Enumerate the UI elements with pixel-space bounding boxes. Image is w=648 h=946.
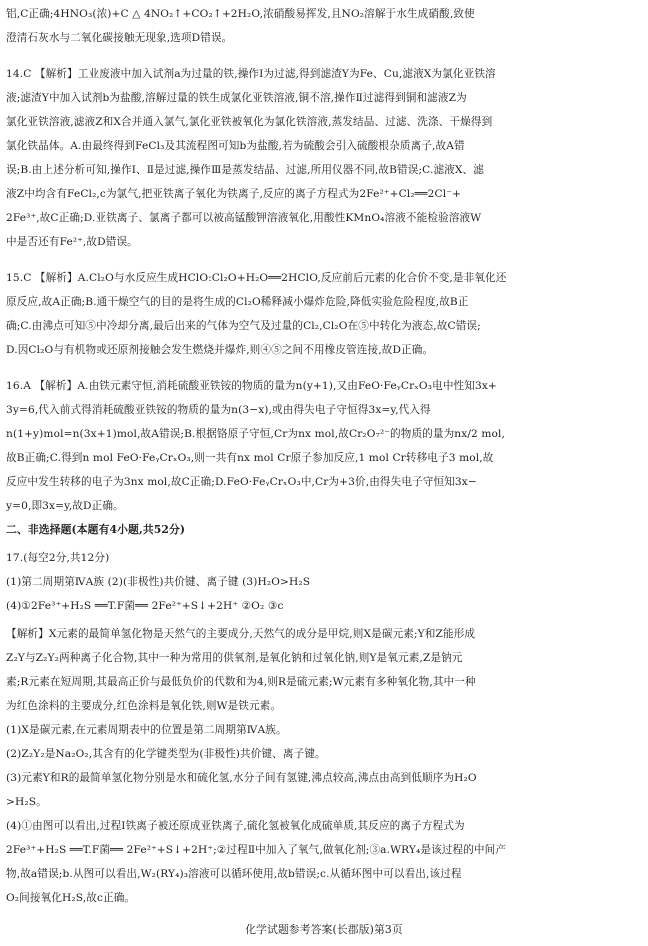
text-line: (4)①由图可以看出,过程Ⅰ铁离子被还原成亚铁离子,硫化氢被氧化成硫单质,其反应的离子方程式为 — [6, 820, 465, 832]
text-line: 反应中发生转移的电子为3nx mol,故C正确;D.FeO·FeᵧCrₓO₃中,Cr为+3价,由得失电子守恒知3x− — [6, 476, 477, 488]
text-line: 氯化铁晶体。A.由最终得到FeCl₃及其流程图可知b为盐酸,若为硫酸会引入硫酸根杂质离子,故A错 — [6, 140, 465, 152]
text-line: (2)Z₂Y₂是Na₂O₂,其含有的化学键类型为(非极性)共价键、离子键。 — [6, 748, 326, 760]
text-line: 【解析】X元素的最简单氢化物是天然气的主要成分,天然气的成分是甲烷,则X是碳元素;Y和Z能形成 — [6, 628, 476, 640]
text-line: 3y=6,代入前式得消耗硫酸亚铁铵的物质的量为n(3−x),或由得失电子守恒得3x=y,代入得 — [6, 404, 431, 416]
text-line: 15.C 【解析】A.Cl₂O与水反应生成HClO:Cl₂O+H₂O══2HClO,反应前后元素的化合价不变,是非氧化还 — [6, 272, 507, 284]
text-line: 故B正确;C.得到n mol FeO·FeᵧCrₓO₃,则一共有nx mol Cr原子参加反应,1 mol Cr转移电子3 mol,故 — [6, 452, 494, 464]
text-line: 物,故a错误;b.从图可以看出,W₂(RY₄)₃溶液可以循环使用,故b错误;c.从循环图中可以看出,该过程 — [6, 868, 462, 880]
text-line: 16.A 【解析】A.由铁元素守恒,消耗硫酸亚铁铵的物质的量为n(y+1),又由FeO·FeᵧCrₓO₃电中性知3x+ — [6, 380, 497, 392]
text-line: (1)第二周期第ⅣA族 (2)(非极性)共价键、离子键 (3)H₂O>H₂S — [6, 576, 311, 588]
text-line: 2Fe³⁺+H₂S ══T.F菌══ 2Fe²⁺+S↓+2H⁺;②过程Ⅱ中加入了氧气,做氧化剂;③a.WRY₄是该过程的中间产 — [6, 844, 507, 856]
text-line: 液;滤渣Y中加入试剂b为盐酸,溶解过量的铁生成氯化亚铁溶液,铜不溶,操作Ⅱ过滤得到铜和滤液Z为 — [6, 92, 467, 104]
text-line: (4)①2Fe³⁺+H₂S ══T.F菌══ 2Fe²⁺+S↓+2H⁺ ②O₂ ③c — [6, 600, 284, 612]
text-line: Z₂Y与Z₂Y₂两种离子化合物,其中一种为常用的供氧剂,是氧化钠和过氧化钠,则Y是氧元素,Z是钠元 — [6, 652, 463, 664]
text-line: 铝,C正确;4HNO₃(浓)+C △ 4NO₂↑+CO₂↑+2H₂O,浓硝酸易挥发,且NO₂溶解于水生成硝酸,致使 — [6, 8, 475, 20]
page-footer: 化学试题参考答案(长郡版)第3页 — [245, 923, 403, 936]
text-line: >H₂S。 — [6, 796, 47, 808]
text-line: 中是否还有Fe²⁺,故D错误。 — [6, 236, 138, 248]
text-line: n(1+y)mol=n(3x+1)mol,故A错误;B.根据铬原子守恒,Cr为nx mol,故Cr₂O₇²⁻的物质的量为nx/2 mol, — [6, 428, 506, 440]
text-line: (3)元素Y和R的最简单氢化物分别是水和硫化氢,水分子间有氢键,沸点较高,沸点由高到低顺序为H₂O — [6, 772, 477, 784]
section-heading: 二、非选择题(本题有4小题,共52分) — [6, 523, 186, 536]
text-line: 氯化亚铁溶液,滤液Z和X合并通入氯气,氯化亚铁被氧化为氯化铁溶液,蒸发结晶、过滤、洗涤、干燥得到 — [6, 116, 493, 128]
text-line: y=0,即3x=y,故D正确。 — [6, 500, 124, 512]
text-line: 17.(每空2分,共12分) — [6, 552, 110, 564]
text-line: 误;B.由上述分析可知,操作Ⅰ、Ⅱ是过滤,操作Ⅲ是蒸发结晶、过滤,所用仪器不同,故B错误;C.滤液X、滤 — [6, 164, 484, 176]
text-line: 原反应,故A正确;B.通干燥空气的目的是将生成的Cl₂O稀释减小爆炸危险,降低实验危险程度,故B正 — [6, 296, 469, 308]
text-line: 素;R元素在短周期,其最高正价与最低负价的代数和为4,则R是硫元素;W元素有多种氧化物,其中一种 — [6, 676, 476, 688]
text-line: O₂间接氧化H₂S,故c正确。 — [6, 892, 136, 904]
text-line: 确;C.由沸点可知⑤中冷却分离,最后出来的气体为空气及过量的Cl₂,Cl₂O在⑤中转化为液态,故C错误; — [6, 320, 481, 332]
text-line: 为红色涂料的主要成分,红色涂料是氧化铁,则W是铁元素。 — [6, 700, 282, 712]
text-line: D.因Cl₂O与有机物或还原剂接触会发生燃烧并爆炸,则④⑤之间不用橡皮管连接,故D正确。 — [6, 344, 434, 356]
text-line: 澄清石灰水与二氧化碳接触无现象,选项D错误。 — [6, 32, 233, 44]
text-line: 14.C 【解析】工业废液中加入试剂a为过量的铁,操作Ⅰ为过滤,得到滤渣Y为Fe、Cu,滤液X为氯化亚铁溶 — [6, 68, 496, 80]
text-line: (1)X是碳元素,在元素周期表中的位置是第二周期第ⅣA族。 — [6, 724, 287, 736]
text-line: 2Fe³⁺,故C正确;D.亚铁离子、氯离子都可以被高锰酸钾溶液氧化,用酸性KMnO₄溶液不能检验溶液W — [6, 212, 482, 224]
text-line: 液Z中均含有FeCl₂,c为氯气,把亚铁离子氧化为铁离子,反应的离子方程式为2Fe²⁺+Cl₂══2Cl⁻+ — [6, 188, 461, 200]
